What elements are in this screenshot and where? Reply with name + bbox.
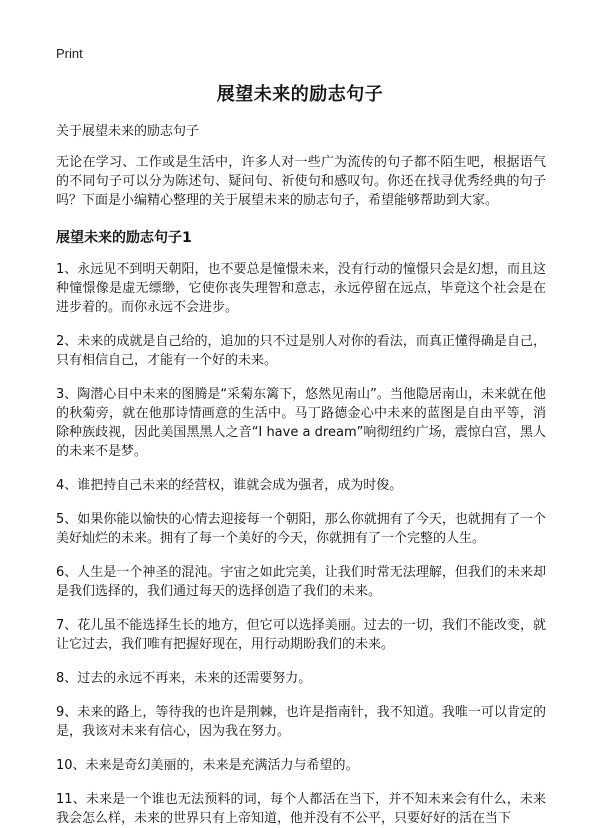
list-item: 11、未来是一个谁也无法预料的词，每个人都活在当下，并不知未来会有什么，未来我会怎么样，未来的世界只有上帝知道，他并没有不公平，只要好好的活在当下 <box>56 792 546 826</box>
list-item: 1、永远见不到明天朝阳，也不要总是憧憬未来，没有行动的憧憬只会是幻想，而且这种憧憬像是虚无缥缈，它使你丧失理智和意志，永远停留在远点，毕竟这个社会是在进步着的。而你永远不会进步。 <box>56 262 546 315</box>
list-item: 7、花儿虽不能选择生长的地方，但它可以选择美丽。过去的一切，我们不能改变，就让它过去，我们唯有把握好现在，用行动期盼我们的未来。 <box>56 618 546 652</box>
list-item: 9、未来的路上，等待我的也许是荆棘，也许是指南针，我不知道。我唯一可以肯定的是，我该对未来有信心，因为我在努力。 <box>56 705 546 739</box>
list-item: 6、人生是一个神圣的混沌。宇宙之如此完美，让我们时常无法理解，但我们的未来却是我们选择的，我们通过每天的选择创造了我们的未来。 <box>56 565 546 599</box>
list-item: 8、过去的永远不再来，未来的还需要努力。 <box>56 671 312 686</box>
print-link[interactable]: Print <box>56 46 83 61</box>
list-item: 3、陶潜心目中未来的图腾是“采菊东篱下，悠然见南山”。当他隐居南山，未来就在他的秋菊旁，就在他那诗情画意的生活中。马丁路德金心中未来的蓝图是自由平等，消除种族歧视，因此美国黑黑人之音“I have a dream”响彻纽约广场，震惊白宫，黑人的未来不是梦。 <box>56 387 546 459</box>
article-subtitle: 关于展望未来的励志句子 <box>56 124 200 139</box>
list-item: 10、未来是奇幻美丽的，未来是充满活力与希望的。 <box>56 758 359 773</box>
list-item: 5、如果你能以愉快的心情去迎接每一个朝阳，那么你就拥有了今天，也就拥有了一个美好灿烂的未来。拥有了每一个美好的今天，你就拥有了一个完整的人生。 <box>56 512 546 546</box>
page-title: 展望未来的励志句子 <box>216 84 384 105</box>
intro-paragraph: 无论在学习、工作或是生活中，许多人对一些广为流传的句子都不陌生吧，根据语气的不同句子可以分为陈述句、疑问句、祈使句和感叹句。你还在找寻优秀经典的句子吗？下面是小编精心整理的关于展望未来的励志句子，希望能够帮助到大家。 <box>56 155 546 208</box>
list-item: 2、未来的成就是自己给的，追加的只不过是别人对你的看法，而真正懂得确是自己，只有相信自己，才能有一个好的未来。 <box>56 334 546 368</box>
article-body <box>56 122 546 828</box>
section-heading: 展望未来的励志句子1 <box>56 230 192 246</box>
list-item: 4、谁把持自己未来的经营权，谁就会成为强者，成为时俊。 <box>56 478 403 493</box>
